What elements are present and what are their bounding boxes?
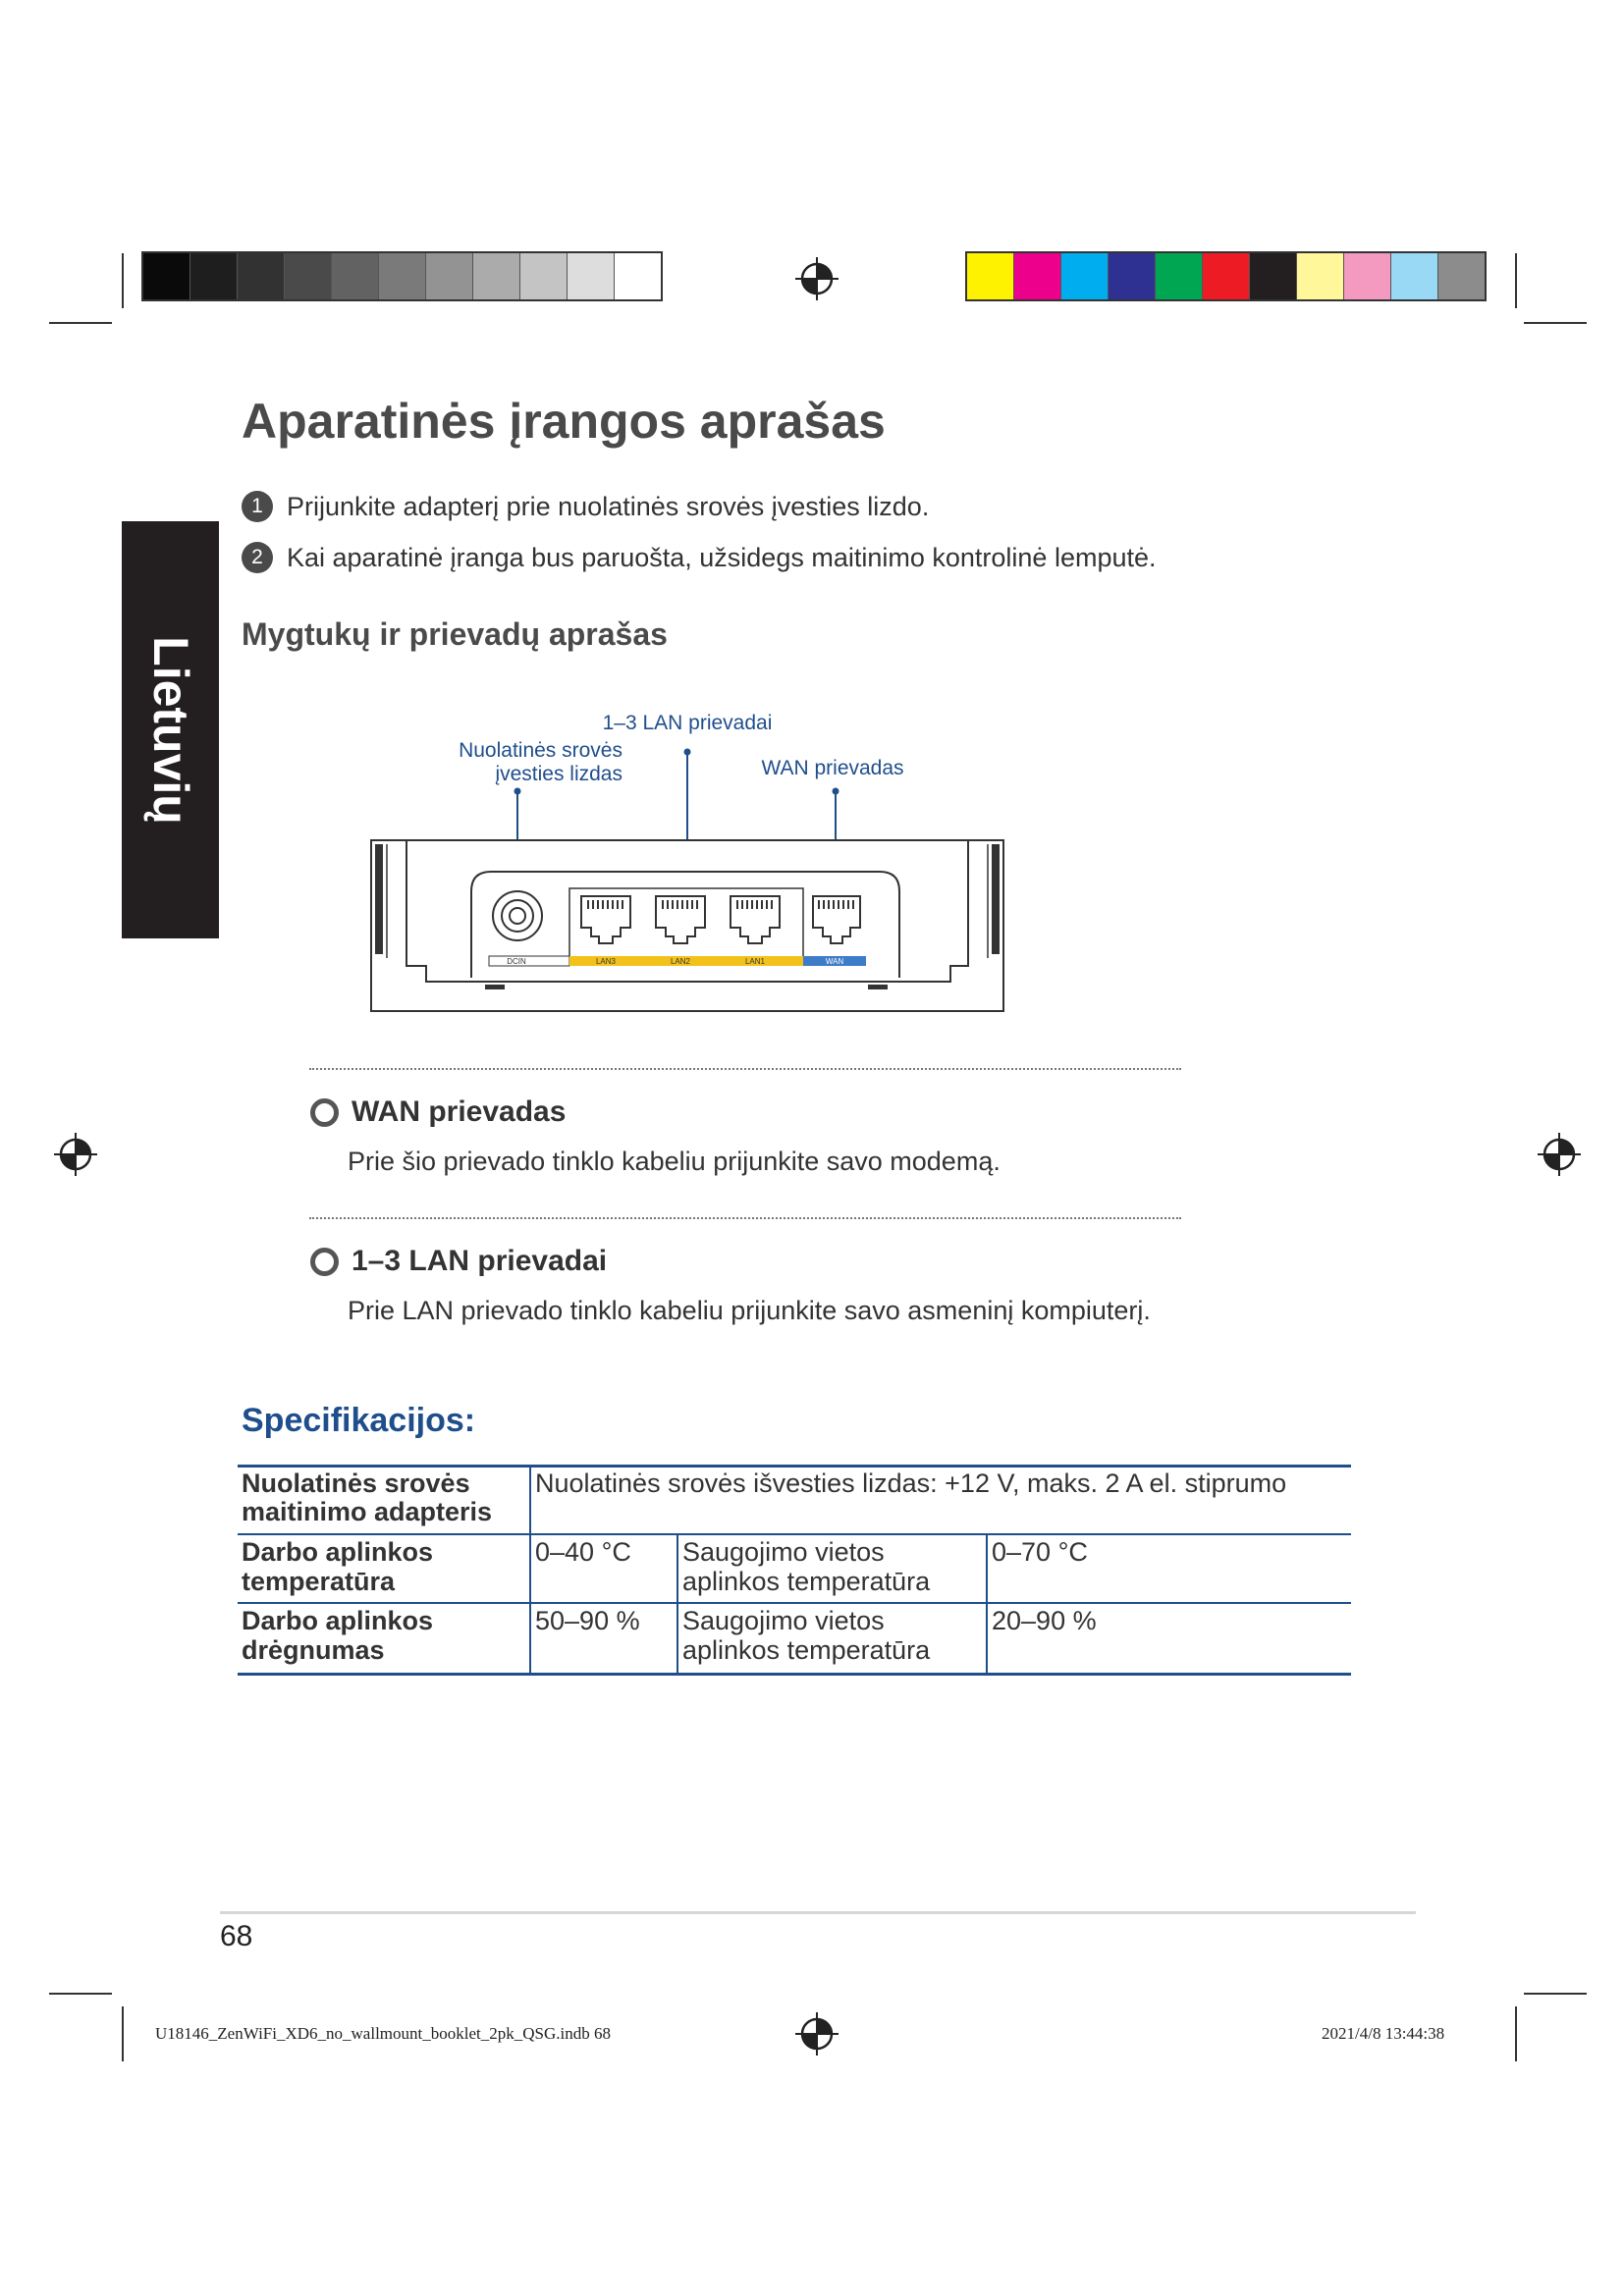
color-swatch [190, 253, 238, 299]
port-label-lan2: LAN2 [670, 957, 691, 966]
label-dc-line1: Nuolatinės srovės [459, 739, 623, 762]
registration-mark-top [795, 257, 839, 300]
table-rule [238, 1602, 1351, 1604]
crop-mark [122, 2006, 124, 2061]
table-rule-bottom [238, 1673, 1351, 1676]
port-label-dcin: DCIN [507, 957, 526, 966]
crop-mark [1524, 1993, 1587, 1995]
column-divider [986, 1533, 988, 1676]
color-swatch [1156, 253, 1203, 299]
lan-section-heading [310, 1245, 607, 1278]
port-label-lan3: LAN3 [595, 957, 617, 966]
spec-label: maitinimo adapteris [242, 1497, 493, 1526]
crop-mark [1515, 2006, 1517, 2061]
page-number: 68 [220, 1920, 253, 1952]
router-rear-panel-diagram [363, 707, 1031, 1021]
language-tab [122, 521, 219, 938]
storage-label: Saugojimo vietos [682, 1537, 885, 1567]
crop-mark [49, 1993, 112, 1995]
wan-section-title: WAN prievadas [352, 1095, 567, 1128]
step-number: 2 [242, 542, 273, 573]
step-text: Kai aparatinė įranga bus paruošta, užsidegs maitinimo kontrolinė lemputė. [287, 542, 1157, 572]
wan-section-heading [310, 1095, 566, 1129]
dotted-divider [309, 1217, 1181, 1219]
column-divider [529, 1465, 531, 1676]
storage-label: Saugojimo vietos [682, 1606, 885, 1635]
spec-value: 50–90 % [535, 1606, 640, 1635]
spec-label: temperatūra [242, 1567, 396, 1596]
color-swatch [1438, 253, 1485, 299]
step-1 [242, 491, 929, 522]
print-slug-file: U18146_ZenWiFi_XD6_no_wallmount_booklet_2pk_QSG.indb 68 [155, 2024, 611, 2043]
print-slug-timestamp: 2021/4/8 13:44:38 [1322, 2024, 1445, 2043]
step-text: Prijunkite adapterį prie nuolatinės srovės įvesties lizdo. [287, 491, 930, 521]
color-swatch [1109, 253, 1156, 299]
cmyk-color-bar [965, 251, 1487, 301]
registration-mark-right [1538, 1133, 1581, 1176]
page-title: Aparatinės įrangos aprašas [242, 394, 886, 449]
wan-section-body: Prie šio prievado tinklo kabeliu prijunkite savo modemą. [348, 1147, 1001, 1176]
spec-label: Darbo aplinkos [242, 1537, 434, 1567]
spec-label: drėgnumas [242, 1635, 385, 1665]
table-rule-top [238, 1465, 1351, 1468]
section-subtitle: Mygtukų ir prievadų aprašas [242, 616, 668, 652]
port-label-wan: WAN [825, 957, 844, 966]
spec-label: Nuolatinės srovės [242, 1468, 470, 1498]
color-swatch [1014, 253, 1061, 299]
step-2 [242, 542, 1157, 573]
color-swatch [1297, 253, 1344, 299]
color-swatch [426, 253, 473, 299]
spec-label: Darbo aplinkos [242, 1606, 434, 1635]
grayscale-color-bar [141, 251, 663, 301]
ring-bullet-icon [310, 1248, 339, 1276]
storage-label: aplinkos temperatūra [682, 1635, 931, 1665]
color-swatch [238, 253, 285, 299]
crop-mark [1524, 322, 1587, 324]
color-swatch [473, 253, 520, 299]
color-swatch [568, 253, 615, 299]
ring-bullet-icon [310, 1098, 339, 1127]
spec-table [238, 1465, 1351, 1679]
color-swatch [967, 253, 1014, 299]
crop-mark [122, 253, 124, 308]
storage-value: 20–90 % [992, 1606, 1097, 1635]
color-swatch [1203, 253, 1250, 299]
label-dc-line2: įvesties lizdas [495, 763, 623, 785]
registration-mark-bottom [795, 2012, 839, 2056]
language-tab-label: Lietuvių [142, 635, 198, 825]
color-swatch [520, 253, 568, 299]
lan-section-body: Prie LAN prievado tinklo kabeliu prijunkite savo asmeninį kompiuterį. [348, 1296, 1151, 1325]
port-label-lan1: LAN1 [744, 957, 766, 966]
storage-value: 0–70 °C [992, 1537, 1088, 1567]
column-divider [677, 1533, 678, 1676]
color-swatch [332, 253, 379, 299]
label-lan-ports: 1–3 LAN prievadai [602, 712, 773, 734]
footer-rule [220, 1911, 1416, 1914]
color-swatch [1391, 253, 1438, 299]
color-swatch [285, 253, 332, 299]
color-swatch [143, 253, 190, 299]
crop-mark [1515, 253, 1517, 308]
table-rule [238, 1533, 1351, 1535]
dotted-divider [309, 1068, 1181, 1070]
lan-section-title: 1–3 LAN prievadai [352, 1245, 608, 1277]
spec-title: Specifikacijos: [242, 1402, 476, 1439]
crop-mark [49, 322, 112, 324]
color-swatch [379, 253, 426, 299]
label-wan-port: WAN prievadas [761, 757, 904, 779]
color-swatch [615, 253, 661, 299]
step-number: 1 [242, 491, 273, 522]
spec-value: 0–40 °C [535, 1537, 631, 1567]
storage-label: aplinkos temperatūra [682, 1567, 931, 1596]
registration-mark-left [54, 1133, 97, 1176]
color-swatch [1250, 253, 1297, 299]
spec-value: Nuolatinės srovės išvesties lizdas: +12 V, maks. 2 A el. stiprumo [535, 1468, 1287, 1498]
color-swatch [1061, 253, 1109, 299]
color-swatch [1344, 253, 1391, 299]
